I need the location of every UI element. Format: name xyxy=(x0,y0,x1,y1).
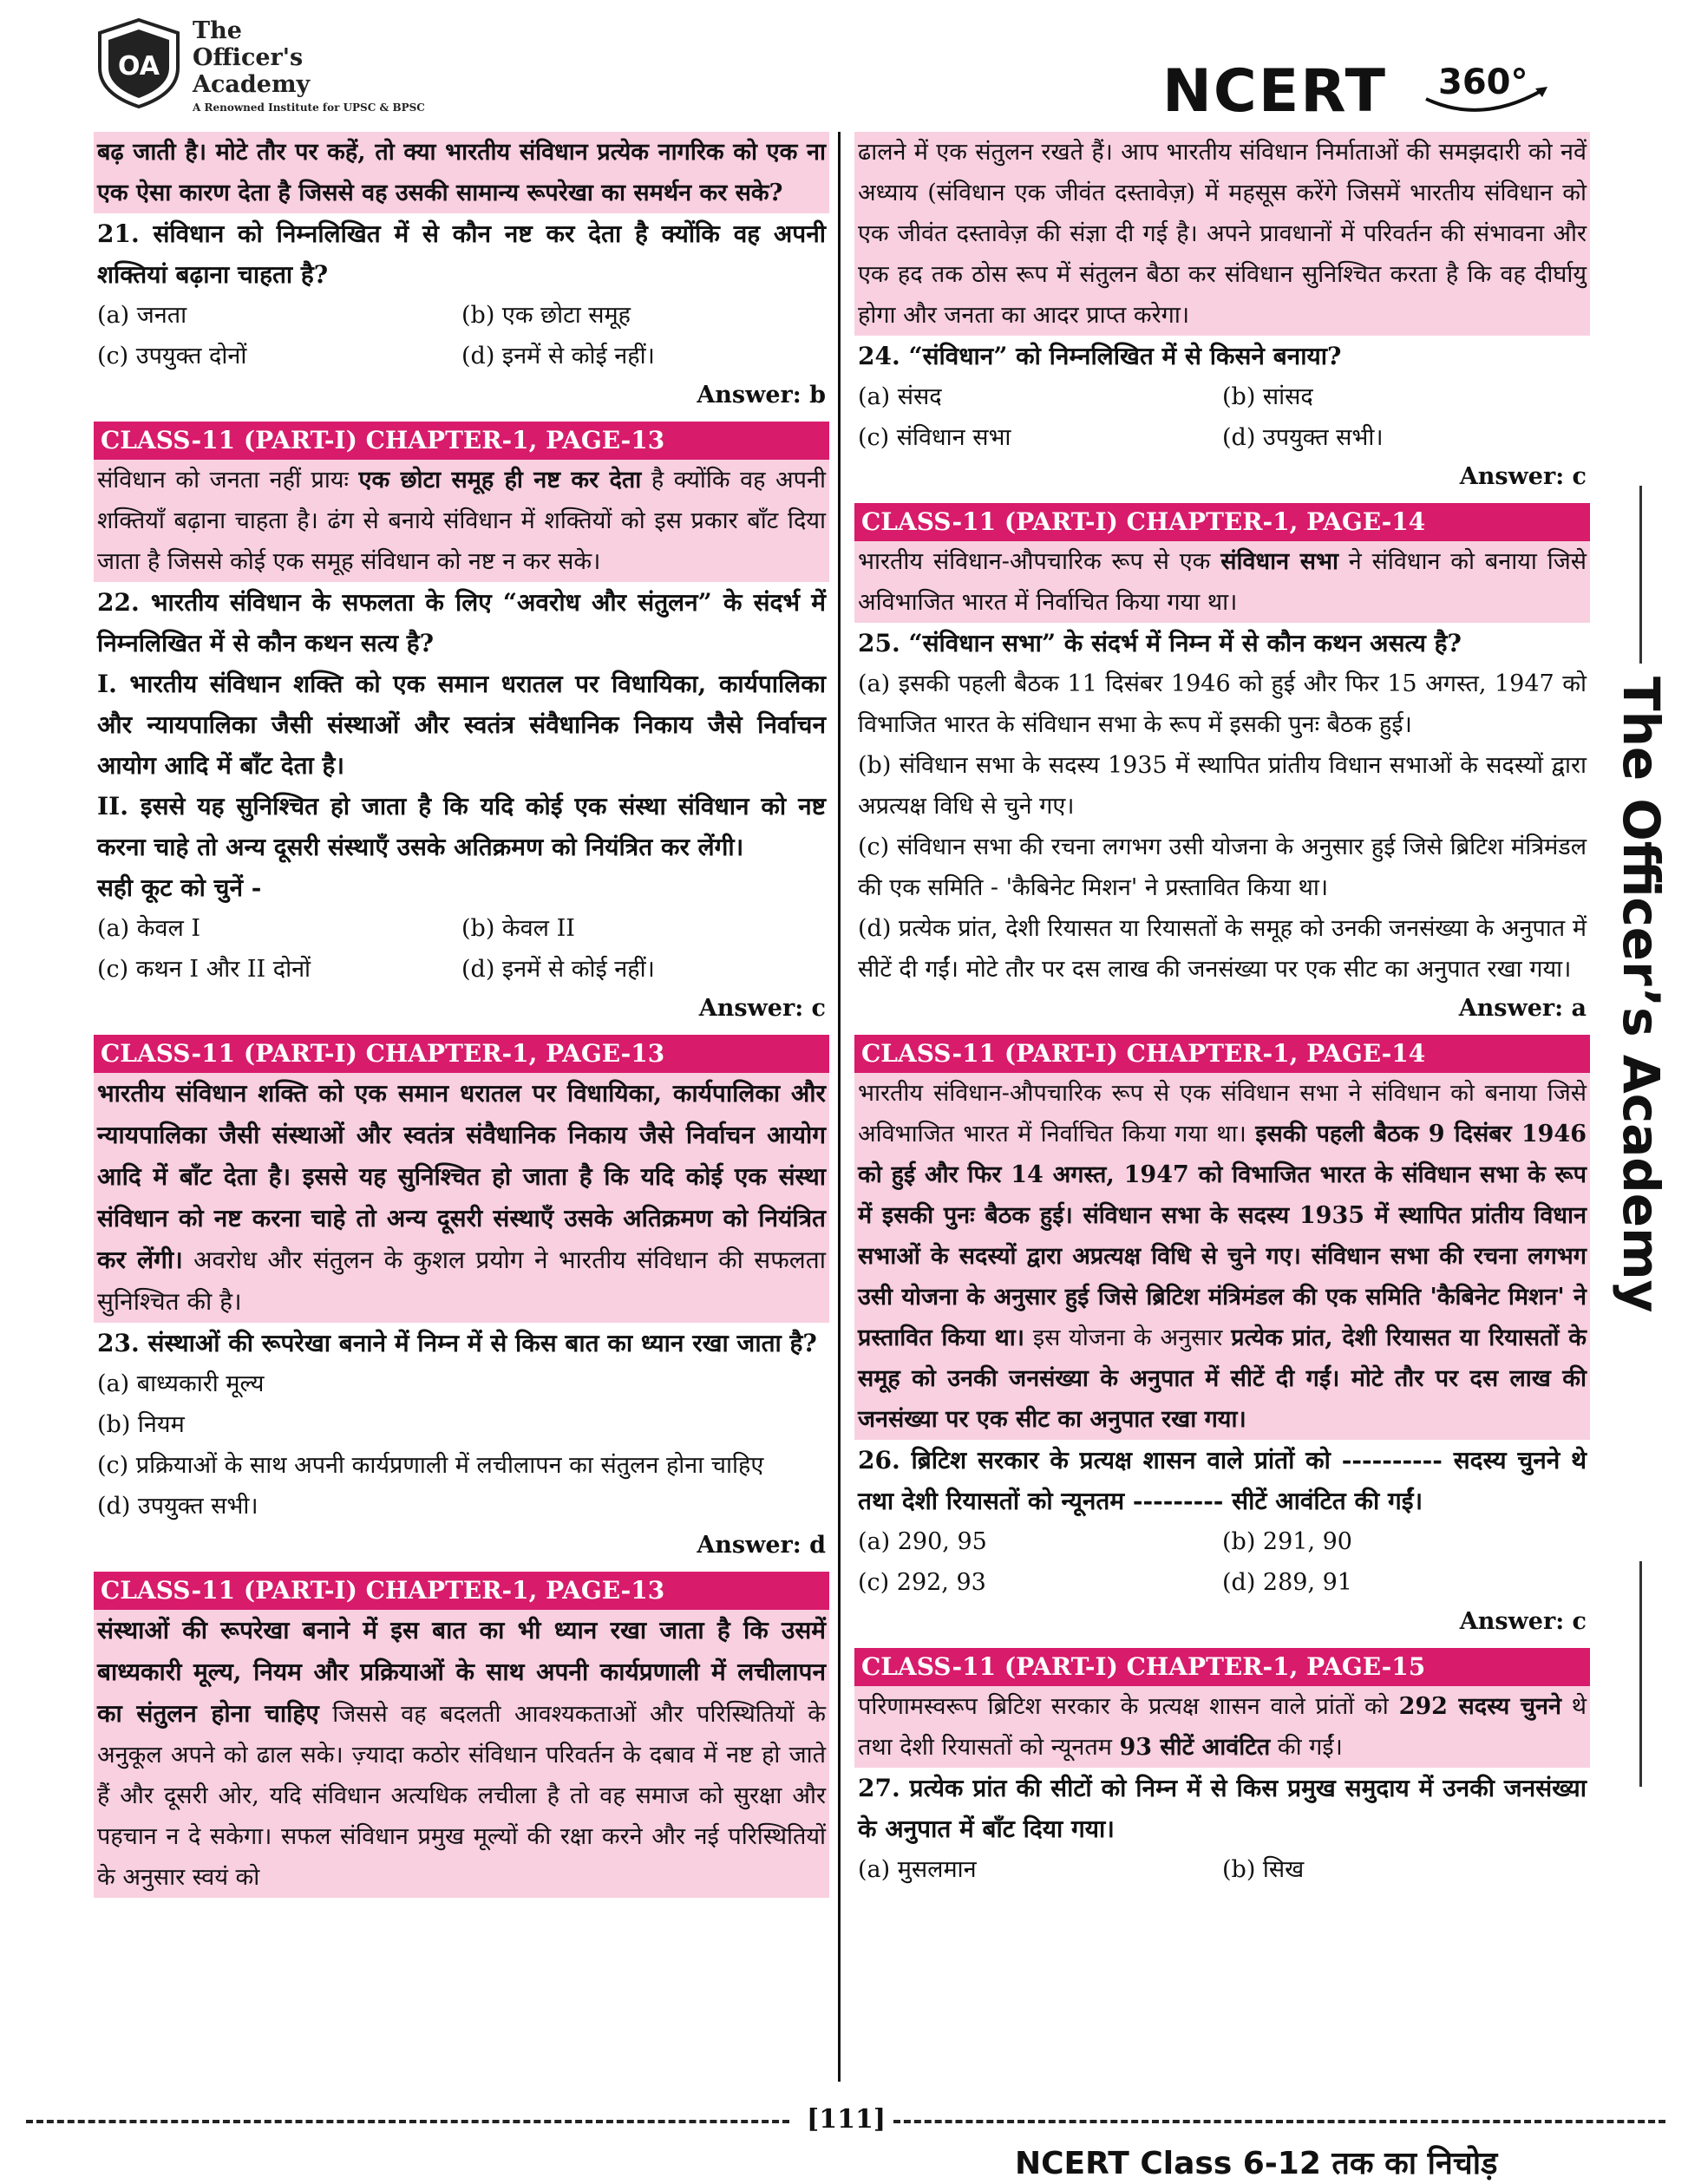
logo-tagline: A Renowned Institute for UPSC & BPSC xyxy=(193,101,425,114)
question-26: 26. ब्रिटिश सरकार के प्रत्यक्ष शासन वाले प्रांतों को ---------- सदस्य चुनने थे तथा देशी रियासतों को न्यूनतम --------- सीटें आवंटित की गईं। xyxy=(858,1446,1587,1515)
section-banner: CLASS-11 (PART-I) CHAPTER-1, PAGE-15 xyxy=(854,1648,1590,1686)
option: (c) 292, 93 xyxy=(858,1569,986,1596)
ncert-360-text: 360° xyxy=(1438,62,1528,102)
option: (a) मुसलमान xyxy=(858,1856,977,1883)
question-24-options xyxy=(854,376,1590,458)
option: (b) एक छोटा समूह xyxy=(461,302,631,329)
ncert-360-badge xyxy=(1421,54,1551,123)
option: (c) प्रक्रियाओं के साथ अपनी कार्यप्रणाली में लचीलापन का संतुलन होना चाहिए xyxy=(97,1452,764,1479)
side-title xyxy=(1598,677,1685,1553)
option: (a) संसद xyxy=(858,383,942,410)
option: (b) संविधान सभा के सदस्य 1935 में स्थापित प्रांतीय विधान सभाओं के सदस्यों द्वारा अप्रत्यक्ष विधि से चुने गए। xyxy=(858,752,1587,820)
continued-text: ढालने में एक संतुलन रखते हैं। आप भारतीय संविधान निर्माताओं की समझदारी को नवें अध्याय (संविधान एक जीवंत दस्तावेज़) में महसूस करेंगे जिसमें भारतीय संविधान को एक जीवंत दस्तावेज़ की संज्ञा दी गई है। अपने प्रावधानों में परिवर्तन की संभावना और एक हद तक ठोस रूप में संतुलन बैठा कर संविधान सुनिश्चित करता है कि वह दीर्घायु होगा और जनता का आदर प्राप्त करेगा। xyxy=(854,132,1590,336)
footer-title: NCERT Class 6-12 तक का निचोड़ xyxy=(1015,2146,1498,2181)
continued-text: बढ़ जाती है। मोटे तौर पर कहें, तो क्या भारतीय संविधान प्रत्येक नागरिक को एक ना एक ऐसा कारण देता है जिससे वह उसकी सामान्य रूपरेखा का समर्थन कर सके? xyxy=(94,132,829,213)
explanation-22: भारतीय संविधान शक्ति को एक समान धरातल पर विधायिका, कार्यपालिका और न्यायपालिका जैसी संस्थाओं और स्वतंत्र संवैधानिक निकाय जैसे निर्वाचन आयोग आदि में बाँट देता है। इससे यह सुनिश्चित हो जाता है कि यदि कोई एक संस्था संविधान को नष्ट करना चाहे तो अन्य दूसरी संस्थाएँ उसके अतिक्रमण को नियंत्रित कर लेंगी। अवरोध और संतुलन के कुशल प्रयोग ने भारतीय संविधान की सफलता सुनिश्चित की है। xyxy=(94,1073,829,1323)
option: (a) 290, 95 xyxy=(858,1528,987,1555)
explanation-26: परिणामस्वरूप ब्रिटिश सरकार के प्रत्यक्ष शासन वाले प्रांतों को 292 सदस्य चुनने थे तथा देशी रियासतों को न्यूनतम 93 सीटें आवंटित की गईं। xyxy=(854,1686,1590,1768)
section-banner: CLASS-11 (PART-I) CHAPTER-1, PAGE-14 xyxy=(854,1035,1590,1073)
option: (d) उपयुक्त सभी। xyxy=(1222,424,1384,451)
question-22: 22. भारतीय संविधान के सफलता के लिए “अवरोध और संतुलन” के संदर्भ में निम्नलिखित में से कौन कथन सत्य है? xyxy=(97,588,826,657)
academy-logo-text: The Officer's Academy A Renowned Institute for UPSC & BPSC xyxy=(193,17,425,114)
option: (d) उपयुक्त सभी। xyxy=(97,1493,258,1520)
right-column xyxy=(854,132,1590,1890)
page-footer xyxy=(0,2099,1688,2184)
answer-23: Answer: d xyxy=(697,1532,826,1559)
left-column xyxy=(94,132,829,1898)
page-header xyxy=(0,0,1688,130)
option: (a) जनता xyxy=(97,302,187,329)
footer-dash-left xyxy=(26,2120,789,2123)
question-25: 25. “संविधान सभा” के संदर्भ में निम्न में से कौन कथन असत्य है? xyxy=(858,629,1462,657)
section-banner: CLASS-11 (PART-I) CHAPTER-1, PAGE-13 xyxy=(94,1572,829,1610)
answer-21: Answer: b xyxy=(697,382,826,409)
question-21: 21. संविधान को निम्नलिखित में से कौन नष्ट कर देता है क्योंकि वह अपनी शक्तियां बढ़ाना चाहता है? xyxy=(97,219,826,289)
question-27-options xyxy=(854,1849,1590,1890)
svg-text:The Officer’s Academy: The Officer’s Academy xyxy=(1612,677,1671,1313)
option: (b) सिख xyxy=(1222,1856,1305,1883)
explanation-24: भारतीय संविधान-औपचारिक रूप से एक संविधान सभा ने संविधान को बनाया जिसे अविभाजित भारत में निर्वाचित किया गया था। xyxy=(854,541,1590,623)
option: (c) संविधान सभा xyxy=(858,424,1011,451)
option: (d) इनमें से कोई नहीं। xyxy=(461,343,655,369)
column-divider xyxy=(838,132,841,2082)
option: (d) प्रत्येक प्रांत, देशी रियासत या रियासतों के समूह को उनकी जनसंख्या के अनुपात में सीटें दी गईं। मोटे तौर पर दस लाख की जनसंख्या पर एक सीट का अनुपात रखा गया। xyxy=(858,915,1587,983)
option: (c) संविधान सभा की रचना लगभग उसी योजना के अनुसार हुई जिसे ब्रिटिश मंत्रिमंडल की एक समिति - 'कैबिनेट मिशन' ने प्रस्तावित किया था। xyxy=(858,834,1587,901)
option: (a) केवल I xyxy=(97,915,201,942)
answer-22: Answer: c xyxy=(698,995,826,1022)
option: (a) इसकी पहली बैठक 11 दिसंबर 1946 को हुई और फिर 15 अगस्त, 1947 को विभाजित भारत के संविधान सभा के रूप में इसकी पुनः बैठक हुई। xyxy=(858,670,1587,738)
section-banner: CLASS-11 (PART-I) CHAPTER-1, PAGE-14 xyxy=(854,503,1590,541)
option: (b) केवल II xyxy=(461,915,575,942)
explanation-23: संस्थाओं की रूपरेखा बनाने में इस बात का भी ध्यान रखा जाता है कि उसमें बाध्यकारी मूल्य, नियम और प्रक्रियाओं के साथ अपनी कार्यप्रणाली में लचीलापन का संतुलन होना चाहिए जिससे वह बदलती आवश्यकताओं और परिस्थितियों के अनुकूल अपने को ढाल सके। ज़्यादा कठोर संविधान परिवर्तन के दबाव में नष्ट हो जाते हैं और दूसरी ओर, यदि संविधान अत्यधिक लचीला है तो वह समाज को सुरक्षा और पहचान न दे सकेगा। सफल संविधान प्रमुख मूल्यों की रक्षा करने और नई परिस्थितियों के अनुसार स्वयं को xyxy=(94,1610,829,1898)
option: (a) बाध्यकारी मूल्य xyxy=(97,1370,265,1397)
statement-2: II. इससे यह सुनिश्चित हो जाता है कि यदि कोई एक संस्था संविधान को नष्ट करना चाहे तो अन्य दूसरी संस्थाएँ उसके अतिक्रमण को नियंत्रित कर लेंगी। xyxy=(97,792,827,861)
option: (b) सांसद xyxy=(1222,383,1313,410)
option: (b) 291, 90 xyxy=(1222,1528,1352,1555)
section-banner: CLASS-11 (PART-I) CHAPTER-1, PAGE-13 xyxy=(94,422,829,460)
option: (c) उपयुक्त दोनों xyxy=(97,343,247,369)
question-27: 27. प्रत्येक प्रांत की सीटों को निम्न में से किस प्रमुख समुदाय में उनकी जनसंख्या के अनुपात में बाँट दिया गया। xyxy=(858,1774,1587,1843)
question-23: 23. संस्थाओं की रूपरेखा बनाने में निम्न में से किस बात का ध्यान रखा जाता है? xyxy=(97,1329,817,1357)
question-24: 24. “संविधान” को निम्नलिखित में से किसने बनाया? xyxy=(858,342,1342,370)
footer-dash-right xyxy=(893,2120,1665,2123)
ncert-title: NCERT xyxy=(1162,57,1387,126)
answer-25: Answer: a xyxy=(1458,995,1587,1022)
choose-code: सही कूट को चुनें - xyxy=(97,873,262,902)
option: (d) इनमें से कोई नहीं। xyxy=(461,956,655,983)
explanation-21: संविधान को जनता नहीं प्रायः एक छोटा समूह ही नष्ट कर देता है क्योंकि वह अपनी शक्तियाँ बढ़ाना चाहता है। ढंग से बनाये संविधान में शक्तियों को इस प्रकार बाँट दिया जाता है जिससे कोई एक समूह संविधान को नष्ट न कर सके। xyxy=(94,460,829,582)
option: (c) कथन I और II दोनों xyxy=(97,956,311,983)
question-21-options xyxy=(94,295,829,376)
statement-1: I. भारतीय संविधान शक्ति को एक समान धरातल पर विधायिका, कार्यपालिका और न्यायपालिका जैसी संस्थाओं और स्वतंत्र संवैधानिक निकाय जैसे निर्वाचन आयोग आदि में बाँट देता है। xyxy=(97,670,826,780)
side-rule-bottom xyxy=(1639,1561,1642,1787)
option: (b) नियम xyxy=(97,1411,185,1438)
answer-24: Answer: c xyxy=(1459,463,1587,490)
section-banner: CLASS-11 (PART-I) CHAPTER-1, PAGE-13 xyxy=(94,1035,829,1073)
side-rule-top xyxy=(1639,486,1642,664)
option: (d) 289, 91 xyxy=(1222,1569,1352,1596)
explanation-25: भारतीय संविधान-औपचारिक रूप से एक संविधान सभा ने संविधान को बनाया जिसे अविभाजित भारत में निर्वाचित किया गया था। इसकी पहली बैठक 9 दिसंबर 1946 को हुई और फिर 14 अगस्त, 1947 को विभाजित भारत के संविधान सभा के रूप में इसकी पुनः बैठक हुई। संविधान सभा के सदस्य 1935 में स्थापित प्रांतीय विधान सभाओं के सदस्यों द्वारा अप्रत्यक्ष विधि से चुने गए। संविधान सभा की रचना लगभग उसी योजना के अनुसार हुई जिसे ब्रिटिश मंत्रिमंडल की एक समिति 'कैबिनेट मिशन' ने प्रस्तावित किया था। इस योजना के अनुसार प्रत्येक प्रांत, देशी रियासत या रियासतों के समूह को उनकी जनसंख्या के अनुपात में सीटें दी गईं। मोटे तौर पर दस लाख की जनसंख्या पर एक सीट का अनुपात रखा गया। xyxy=(854,1073,1590,1440)
page-number: [111] xyxy=(807,2104,887,2135)
question-22-options xyxy=(94,908,829,990)
academy-shield-logo xyxy=(97,17,180,109)
svg-text:OA: OA xyxy=(118,51,160,82)
question-26-options xyxy=(854,1521,1590,1603)
answer-26: Answer: c xyxy=(1459,1608,1587,1635)
